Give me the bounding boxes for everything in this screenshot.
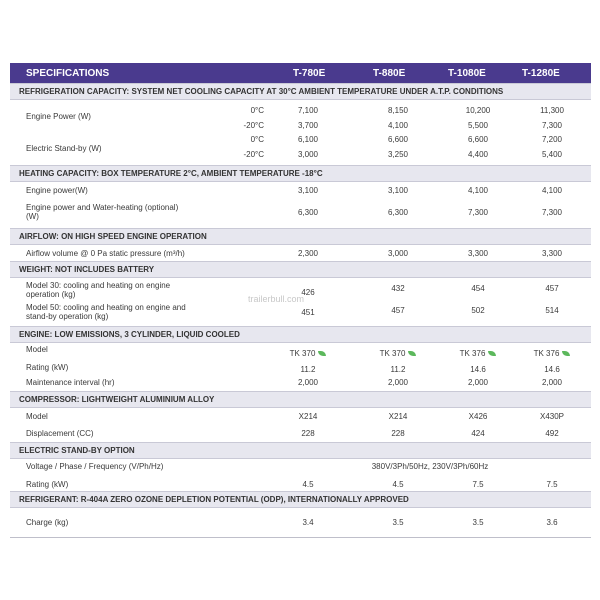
cell: 2,000 xyxy=(541,378,563,387)
cell: 7,300 xyxy=(541,121,563,130)
cell: 4,100 xyxy=(467,186,489,195)
cell: 3,700 xyxy=(297,121,319,130)
cell: 14.6 xyxy=(470,365,486,374)
cell: 2,000 xyxy=(297,378,319,387)
section-title: COMPRESSOR: LIGHTWEIGHT ALUMINIUM ALLOY xyxy=(19,395,215,404)
row-label: Rating (kW) xyxy=(26,480,69,489)
spanned-cell: 380V/3Ph/50Hz, 230V/3Ph/60Hz xyxy=(371,462,489,471)
cell: 3,250 xyxy=(387,150,409,159)
row-label: Maintenance interval (hr) xyxy=(26,378,115,387)
cell: 2,000 xyxy=(387,378,409,387)
section-header xyxy=(10,261,591,278)
section-title: WEIGHT: NOT INCLUDES BATTERY xyxy=(19,265,155,274)
cell: 426 xyxy=(301,288,315,297)
cell: 4,100 xyxy=(387,121,409,130)
cell: TK 376 xyxy=(533,349,560,358)
cell: X426 xyxy=(468,412,488,421)
cell: 2,300 xyxy=(297,249,319,258)
engine-model-cell xyxy=(278,349,338,358)
cell: 11.2 xyxy=(390,365,406,374)
cell: 7.5 xyxy=(472,480,484,489)
cell: 3.4 xyxy=(302,518,314,527)
section-title: AIRFLOW: ON HIGH SPEED ENGINE OPERATION xyxy=(19,232,207,241)
row-label: Voltage / Phase / Frequency (V/Ph/Hz) xyxy=(26,462,164,471)
section-header xyxy=(10,391,591,408)
cell: 6,600 xyxy=(467,135,489,144)
cell: 3,100 xyxy=(387,186,409,195)
cell: 3,000 xyxy=(387,249,409,258)
cell: 5,500 xyxy=(467,121,489,130)
section-title: REFRIGERATION CAPACITY: SYSTEM NET COOLING CAPACITY AT 30°C AMBIENT TEMPERATURE UNDER A.T.P. CONDITIONS xyxy=(19,87,504,96)
section-header xyxy=(10,491,591,508)
cell: 432 xyxy=(391,284,405,293)
cell: 3,100 xyxy=(297,186,319,195)
table-bottom-rule xyxy=(10,537,591,538)
cell: 3.5 xyxy=(392,518,404,527)
cell: 3,300 xyxy=(467,249,489,258)
cell: 3.5 xyxy=(472,518,484,527)
cell: 3,000 xyxy=(297,150,319,159)
leaf-icon xyxy=(562,351,570,356)
row-condition: -20°C xyxy=(243,121,264,130)
row-label: Engine power and Water-heating (optional)(W) xyxy=(26,203,179,221)
engine-model-cell xyxy=(522,349,582,358)
cell: 10,200 xyxy=(465,106,491,115)
cell: 6,600 xyxy=(387,135,409,144)
leaf-icon xyxy=(318,351,326,356)
row-label: Airflow volume @ 0 Pa static pressure (m³/h) xyxy=(26,249,185,258)
section-header xyxy=(10,165,591,182)
cell: 454 xyxy=(471,284,485,293)
section-header xyxy=(10,228,591,245)
section-header xyxy=(10,442,591,459)
row-label: Model xyxy=(26,345,48,354)
cell: 2,000 xyxy=(467,378,489,387)
leaf-icon xyxy=(488,351,496,356)
section-title: ELECTRIC STAND-BY OPTION xyxy=(19,446,135,455)
row-label: Model xyxy=(26,412,48,421)
cell: 6,300 xyxy=(297,208,319,217)
cell: 6,300 xyxy=(387,208,409,217)
row-label: Rating (kW) xyxy=(26,363,69,372)
row-condition: 0°C xyxy=(250,106,264,115)
cell: 3,300 xyxy=(541,249,563,258)
cell: 11,300 xyxy=(540,106,564,115)
engine-model-cell xyxy=(448,349,508,358)
cell: 7,300 xyxy=(467,208,489,217)
row-condition: 0°C xyxy=(250,135,264,144)
row-label: Model 30: cooling and heating on engine operation (kg) xyxy=(26,281,171,299)
table-header xyxy=(10,63,591,83)
cell: 3.6 xyxy=(546,518,558,527)
cell: X214 xyxy=(298,412,318,421)
cell: 451 xyxy=(301,308,315,317)
cell: 492 xyxy=(545,429,559,438)
row-label: Electric Stand-by (W) xyxy=(26,144,102,153)
row-label: Charge (kg) xyxy=(26,518,69,527)
row-condition: -20°C xyxy=(243,150,264,159)
header-title: SPECIFICATIONS xyxy=(26,68,110,79)
cell: X430P xyxy=(539,412,565,421)
cell: TK 376 xyxy=(459,349,486,358)
cell: 4,100 xyxy=(541,186,563,195)
cell: X214 xyxy=(388,412,408,421)
cell: 14.6 xyxy=(544,365,560,374)
row-label: Displacement (CC) xyxy=(26,429,94,438)
cell: 8,150 xyxy=(387,106,409,115)
cell: 4,400 xyxy=(467,150,489,159)
section-header xyxy=(10,326,591,343)
section-title: REFRIGERANT: R-404A ZERO OZONE DEPLETION POTENTIAL (ODP), INTERNATIONALLY APPROVED xyxy=(19,495,409,504)
model-header: T-880E xyxy=(373,68,406,79)
model-header: T-1280E xyxy=(522,68,560,79)
section-title: ENGINE: LOW EMISSIONS, 3 CYLINDER, LIQUID COOLED xyxy=(19,330,240,339)
cell: TK 370 xyxy=(289,349,316,358)
model-header: T-780E xyxy=(293,68,326,79)
engine-model-cell xyxy=(368,349,428,358)
cell: 228 xyxy=(391,429,405,438)
cell: 457 xyxy=(391,306,405,315)
cell: 424 xyxy=(471,429,485,438)
cell: 7,300 xyxy=(541,208,563,217)
leaf-icon xyxy=(408,351,416,356)
cell: 4.5 xyxy=(392,480,404,489)
cell: 457 xyxy=(545,284,559,293)
row-label: Engine Power (W) xyxy=(26,112,91,121)
cell: 7,200 xyxy=(541,135,563,144)
cell: 7,100 xyxy=(297,106,319,115)
model-header: T-1080E xyxy=(448,68,486,79)
row-label: Engine power(W) xyxy=(26,186,88,195)
cell: TK 370 xyxy=(379,349,406,358)
cell: 5,400 xyxy=(541,150,563,159)
cell: 7.5 xyxy=(546,480,558,489)
row-label: Model 50: cooling and heating on engine and stand-by operation (kg) xyxy=(26,303,186,321)
cell: 502 xyxy=(471,306,485,315)
section-title: HEATING CAPACITY: BOX TEMPERATURE 2°C, AMBIENT TEMPERATURE -18°C xyxy=(19,169,323,178)
section-header xyxy=(10,83,591,100)
cell: 4.5 xyxy=(302,480,314,489)
watermark: trailerbull.com xyxy=(248,294,305,304)
cell: 228 xyxy=(301,429,315,438)
cell: 11.2 xyxy=(300,365,316,374)
cell: 6,100 xyxy=(297,135,319,144)
cell: 514 xyxy=(545,306,559,315)
